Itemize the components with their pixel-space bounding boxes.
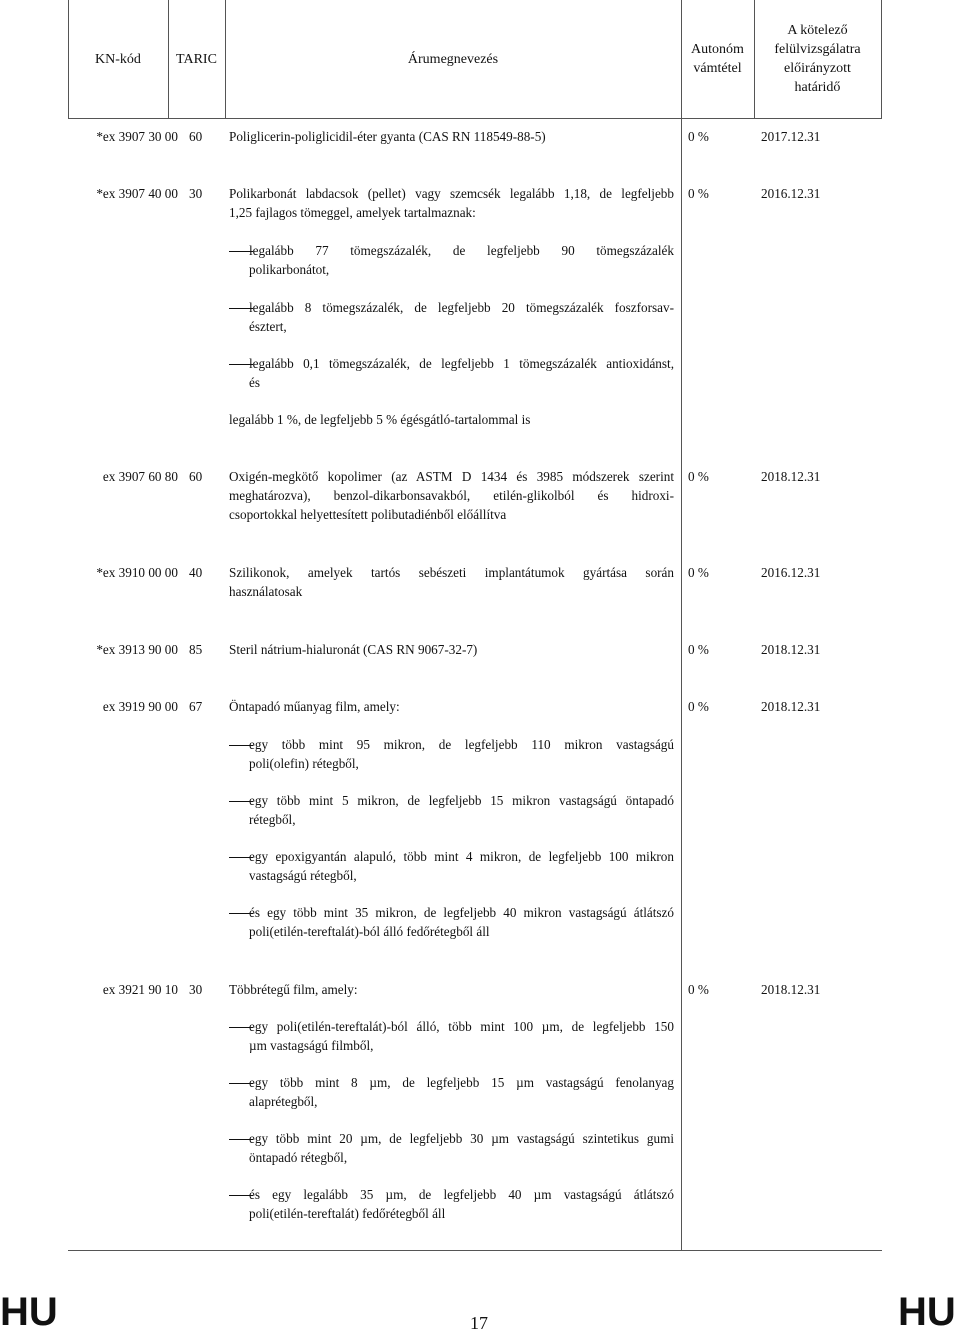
list-item-text: legalább 8 tömegszázalék, de legfeljebb 20 tömegszázalék foszforsav- [249, 300, 674, 315]
header-deadline-line: A kötelező [787, 23, 848, 38]
header-deadline-line: előirányzott [784, 61, 851, 76]
row-rate: 0 % [688, 565, 709, 580]
row-description: Szilikonok, amelyek tartós sebészeti implantátumok gyártása során [229, 565, 674, 580]
header-kn: KN-kód [95, 51, 141, 67]
list-item-text: egy több mint 95 mikron, de legfeljebb 110 mikron vastagságú [249, 737, 674, 752]
header-autonomous-rate-line: Autonóm [691, 42, 744, 57]
header-autonomous-rate [681, 0, 754, 118]
row-kn-code: *ex 3913 90 00 [96, 642, 178, 657]
row-taric: 67 [189, 699, 203, 714]
list-item-text: legalább 0,1 tömegszázalék, de legfeljebb 1 tömegszázalék antioxidánst, [249, 356, 674, 371]
row-rate: 0 % [688, 469, 709, 484]
header-deadline-line: felülvizsgálatra [774, 42, 861, 57]
col-divider [681, 0, 682, 1250]
row-rate: 0 % [688, 982, 709, 997]
row-rate: 0 % [688, 186, 709, 201]
row-description: Oxigén-megkötő kopolimer (az ASTM D 1434 és 3985 módszerek szerint [229, 469, 674, 484]
list-item-text: poli(etilén-tereftalát)-ból álló fedőrétegből áll [249, 924, 490, 939]
list-item-text: észtert, [249, 319, 287, 334]
row-taric: 30 [189, 186, 203, 201]
list-item-text: egy több mint 5 mikron, de legfeljebb 15 mikron vastagságú öntapadó [249, 793, 674, 808]
list-item-text: vastagságú rétegből, [249, 868, 357, 883]
header-deadline-line: határidő [794, 80, 841, 95]
row-additional-condition: legalább 1 %, de legfeljebb 5 % égésgátló-tartalommal is [229, 412, 531, 427]
header-taric: TARIC [176, 51, 217, 67]
row-deadline: 2017.12.31 [761, 129, 821, 144]
row-kn-code: ex 3919 90 00 [102, 699, 178, 714]
list-item-text: poli(etilén-tereftalát) fedőrétegből áll [249, 1206, 446, 1221]
row-deadline: 2018.12.31 [761, 469, 821, 484]
row-deadline: 2018.12.31 [761, 699, 821, 714]
row-taric: 85 [189, 642, 203, 657]
list-item-text: egy poli(etilén-tereftalát)-ból álló, több mint 100 µm, de legfeljebb 150 [249, 1019, 674, 1034]
row-description: Poliglicerin-poliglicidil-éter gyanta (CAS RN 118549-88-5) [229, 129, 546, 144]
row-description: Steril nátrium-hialuronát (CAS RN 9067-32-7) [229, 642, 478, 657]
row-deadline: 2016.12.31 [761, 186, 821, 201]
row-description: meghatározva), benzol-dikarbonsavakból, etilén-glikolból és hidroxi- [229, 488, 674, 503]
row-taric: 30 [189, 982, 203, 997]
row-taric: 40 [189, 565, 203, 580]
header-autonomous-rate-line: vámtétel [693, 61, 742, 76]
row-description: csoportokkal helyettesített polibutadiénből előállítva [229, 507, 507, 522]
row-kn-code: *ex 3907 40 00 [96, 186, 178, 201]
footer-language-code-left: HU [0, 1290, 58, 1334]
row-rate: 0 % [688, 642, 709, 657]
row-description: 1,25 fajlagos tömeggel, amelyek tartalmaznak: [229, 205, 476, 220]
header-description: Árumegnevezés [407, 51, 499, 67]
list-item-text: és egy több mint 35 mikron, de legfeljebb 40 mikron vastagságú átlátszó [249, 905, 674, 920]
list-item-text: polikarbonátot, [249, 262, 330, 277]
row-description: használatosak [229, 584, 303, 599]
row-kn-code: ex 3907 60 80 [102, 469, 178, 484]
row-kn-code: *ex 3910 00 00 [96, 565, 178, 580]
list-item-text: egy több mint 20 µm, de legfeljebb 30 µm vastagságú szintetikus gumi [249, 1131, 674, 1146]
list-item-text: legalább 77 tömegszázalék, de legfeljebb 90 tömegszázalék [249, 243, 674, 258]
list-item-text: egy epoxigyantán alapuló, több mint 4 mikron, de legfeljebb 100 mikron [249, 849, 674, 864]
list-item-text: poli(olefin) rétegből, [249, 756, 359, 771]
list-item-text: és [249, 375, 260, 390]
row-rate: 0 % [688, 699, 709, 714]
list-item-text: egy több mint 8 µm, de legfeljebb 15 µm vastagságú fenolanyag [249, 1075, 674, 1090]
list-item-text: rétegből, [249, 812, 296, 827]
row-taric: 60 [189, 469, 203, 484]
row-deadline: 2016.12.31 [761, 565, 821, 580]
table-bottom-rule [68, 1250, 882, 1251]
row-description: Polikarbonát labdacsok (pellet) vagy szemcsék legalább 1,18, de legfeljebb [229, 186, 674, 201]
list-item-text: alaprétegből, [249, 1094, 318, 1109]
row-description: Többrétegű film, amely: [229, 982, 358, 997]
row-kn-code: *ex 3907 30 00 [96, 129, 178, 144]
header-review-deadline [754, 0, 881, 118]
table-border-right [881, 0, 882, 118]
row-deadline: 2018.12.31 [761, 982, 821, 997]
row-taric: 60 [189, 129, 203, 144]
page-number: 17 [470, 1313, 488, 1333]
row-description: Öntapadó műanyag film, amely: [229, 699, 400, 714]
footer-language-code-right: HU [898, 1290, 956, 1334]
header-separator [68, 118, 882, 119]
list-item-text: és egy legalább 35 µm, de legfeljebb 40 µm vastagságú átlátszó [249, 1187, 674, 1202]
list-item-text: µm vastagságú filmből, [249, 1038, 374, 1053]
list-item-text: öntapadó rétegből, [249, 1150, 348, 1165]
row-rate: 0 % [688, 129, 709, 144]
row-deadline: 2018.12.31 [761, 642, 821, 657]
row-kn-code: ex 3921 90 10 [102, 982, 178, 997]
